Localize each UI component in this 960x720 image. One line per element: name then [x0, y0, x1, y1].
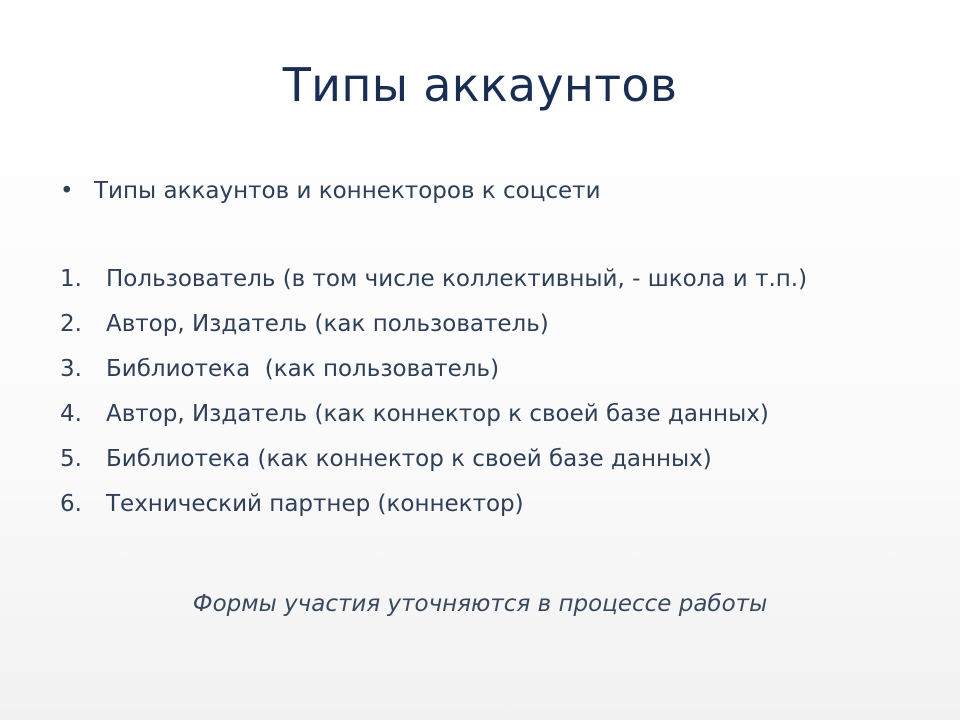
- bullet-item: [60, 178, 601, 204]
- list-item-number: 5.: [60, 446, 82, 472]
- list-item-number: 6.: [60, 491, 82, 517]
- list-item-number: 2.: [60, 311, 82, 337]
- list-item: [60, 266, 807, 311]
- account-types-list: [60, 266, 807, 536]
- list-item-text: Пользователь (в том числе коллективный, - школа и т.п.): [106, 266, 808, 292]
- slide-title: Типы аккаунтов: [282, 58, 678, 112]
- list-item-text: Технический партнер (коннектор): [106, 491, 524, 517]
- list-item-text: Библиотека (как коннектор к своей базе данных): [106, 446, 712, 472]
- list-item: [60, 491, 807, 536]
- list-item-number: 4.: [60, 401, 82, 427]
- bullet-marker: •: [60, 178, 74, 204]
- participation-note: Формы участия уточняются в процессе работы: [192, 591, 768, 617]
- list-item: [60, 401, 807, 446]
- list-item-number: 3.: [60, 356, 82, 382]
- list-item: [60, 446, 807, 491]
- list-item-number: 1.: [60, 266, 82, 292]
- bullet-text: Типы аккаунтов и коннекторов к соцсети: [94, 178, 601, 204]
- list-item: [60, 311, 807, 356]
- list-item: [60, 356, 807, 401]
- list-item-text: Библиотека (как пользователь): [106, 356, 500, 382]
- list-item-text: Автор, Издатель (как коннектор к своей базе данных): [106, 401, 769, 427]
- list-item-text: Автор, Издатель (как пользователь): [106, 311, 549, 337]
